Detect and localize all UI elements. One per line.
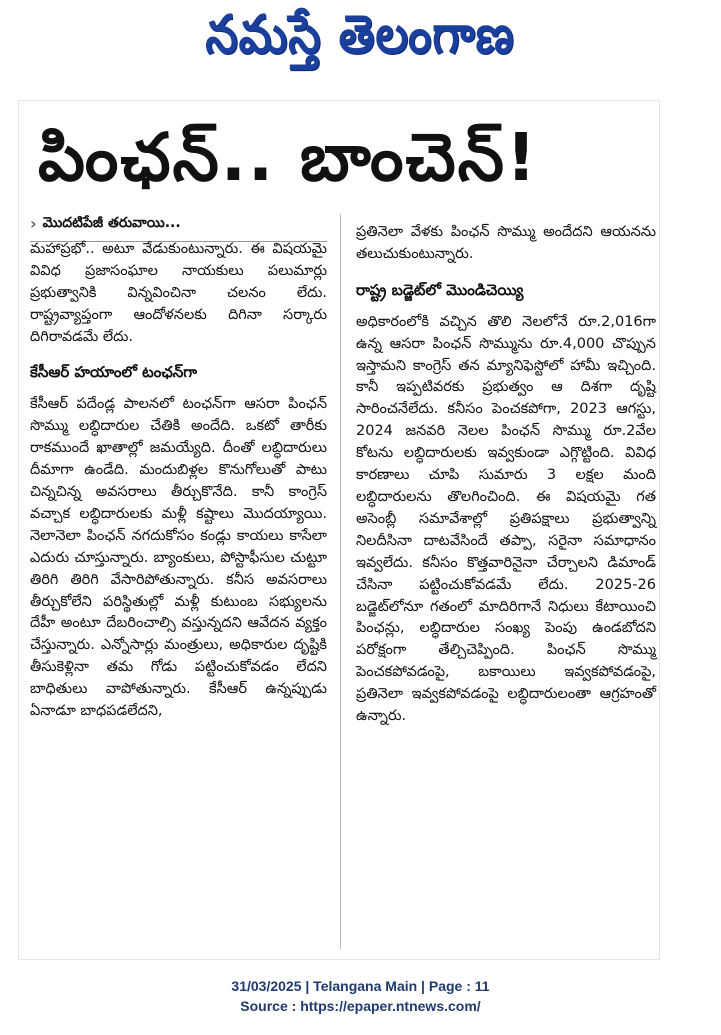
continued-label: మొదటిపేజీ తరువాయి... (42, 215, 181, 231)
left-paragraph-2: కేసీఆర్ పదేండ్ల పాలనలో టంఛన్‌గా ఆసరా పింఛన్ సొమ్ము లబ్ధిదారుల చేతికి అందేది. ఒకటో తారీకు రాకముందే ఖాతాల్లో జమయ్యేది. దీంతో లబ్ధిదారులు దీమాగా ఉండేది. మందుబిళ్లల కొనుగోలుతో పాటు చిన్నచిన్న అవసరాలు తీర్చుకొనేది. కానీ కాంగ్రెస్ వచ్చాక లబ్ధిదారులకు మళ్లీ కష్టాలు మొదయ్యాయి. నెలానెలా పింఛన్ నగదుకోసం కండ్లు కాయలు కాసేలా ఎదురు చూస్తున్నారు. బ్యాంకులు, పోస్టాఫీసుల చుట్టూ తిరిగి తిరిగి వేసారిపోతున్నారు. కనీస అవసరాలు తీర్చుకోలేని పరిస్థితుల్లో మళ్లీ కుటుంబ సభ్యులను దేహీ అంటూ దేబరించాల్సి వస్తున్నదని ఆవేదన వ్యక్తం చేస్తున్నారు. ఎన్నోసార్లు మంత్రులు, అధికారుల దృష్టికి తీసుకెళ్లినా తమ గోడు పట్టించుకోవడం లేదని బాధితులు వాపోతున్నారు. కేసీఆర్ ఉన్నప్పుడు ఏనాడూ బాధపడలేదని, (30, 396, 327, 720)
right-paragraph-1: ప్రతినెలా వేళకు పింఛన్ సొమ్ము అందేదని ఆయనను తలుచుకుంటున్నారు. (356, 224, 656, 262)
left-paragraph-1: మహాప్రభో.. అటూ వేడుకుంటున్నారు. ఈ విషయమై వివిధ ప్రజాసంఘాల నాయకులు పలుమార్లు ప్రభుత్వానికి విన్నవించినా చలనం లేదు. రాష్ట్రవ్యాప్తంగా ఆందోళనలకు దిగినా సర్కారు దిగిరావడమే లేదు. (30, 240, 327, 345)
right-subheading: రాష్ట్ర బడ్జెట్‌లో మొండిచెయ్యి (356, 280, 524, 299)
footer-date-edition-page: 31/03/2025 | Telangana Main | Page : 11 (231, 978, 490, 994)
continued-from-front-page (30, 213, 327, 235)
footer-source-link[interactable]: Source : https://epaper.ntnews.com/ (240, 998, 481, 1014)
left-subheading: కేసీఆర్ హయాంలో టంఛన్‌గా (30, 363, 198, 382)
left-column (30, 213, 327, 723)
headline-text: పింఛన్.. బాంచెన్! (38, 118, 539, 196)
right-paragraph-2: అధికారంలోకి వచ్చిన తొలి నెలలోనే రూ.2,016గా ఉన్న ఆసరా పింఛన్ సొమ్మును రూ.4,000 చొప్పున ఇస్తామని కాంగ్రెస్ తన మ్యానిఫెస్టోలో హామీ ఇచ్చింది. కానీ ఇప్పటివరకు ప్రభుత్వం ఆ దిశగా దృష్టి సారించనేలేదు. కనీసం పెంచకపోగా, 2023 ఆగస్టు, 2024 జనవరి నెలల పింఛన్ సొమ్ము రూ.2వేల కోటను లబ్ధిదారులకు ఇవ్వకుండా ఎగ్గొట్టింది. వివిధ కారణాలు చూపి సుమారు 3 లక్షల మంది లబ్ధిదారులను తొలగించింది. ఈ విషయమై గత అసెంబ్లీ సమావేశాల్లో ప్రతిపక్షాలు ప్రభుత్వాన్ని నిలదీసినా దాటవేసిందే తప్పా, సరైనా సమాధానం ఇవ్వలేదు. కనీసం కొత్తవారినైనా చేర్చాలని డిమాండ్ చేసినా పట్టించుకోవడమే లేదు. 2025-26 బడ్జెట్‌లోనూ గతంలో మాదిరిగానే నిధులు కేటాయించి పింఛన్లు, లబ్ధిదారుల సంఖ్య పెంపు ఉండబోదని పరోక్షంగా తేల్చిచెప్పింది. పింఛన్ సొమ్ము పెంచకపోవడంపై, బకాయిలు ఇవ్వకపోవడంపై, ప్రతినెలా ఇవ్వకపోవడంపై లబ్ధిదారులంతా ఆగ్రహంతో ఉన్నారు. (356, 313, 656, 725)
article-headline (38, 120, 638, 210)
chevron-right-icon: › (30, 214, 37, 233)
newspaper-masthead (150, 3, 570, 76)
right-column (356, 222, 656, 728)
column-divider (340, 214, 341, 949)
masthead-logo-text: నమస్తే తెలంగాణ (205, 3, 515, 66)
